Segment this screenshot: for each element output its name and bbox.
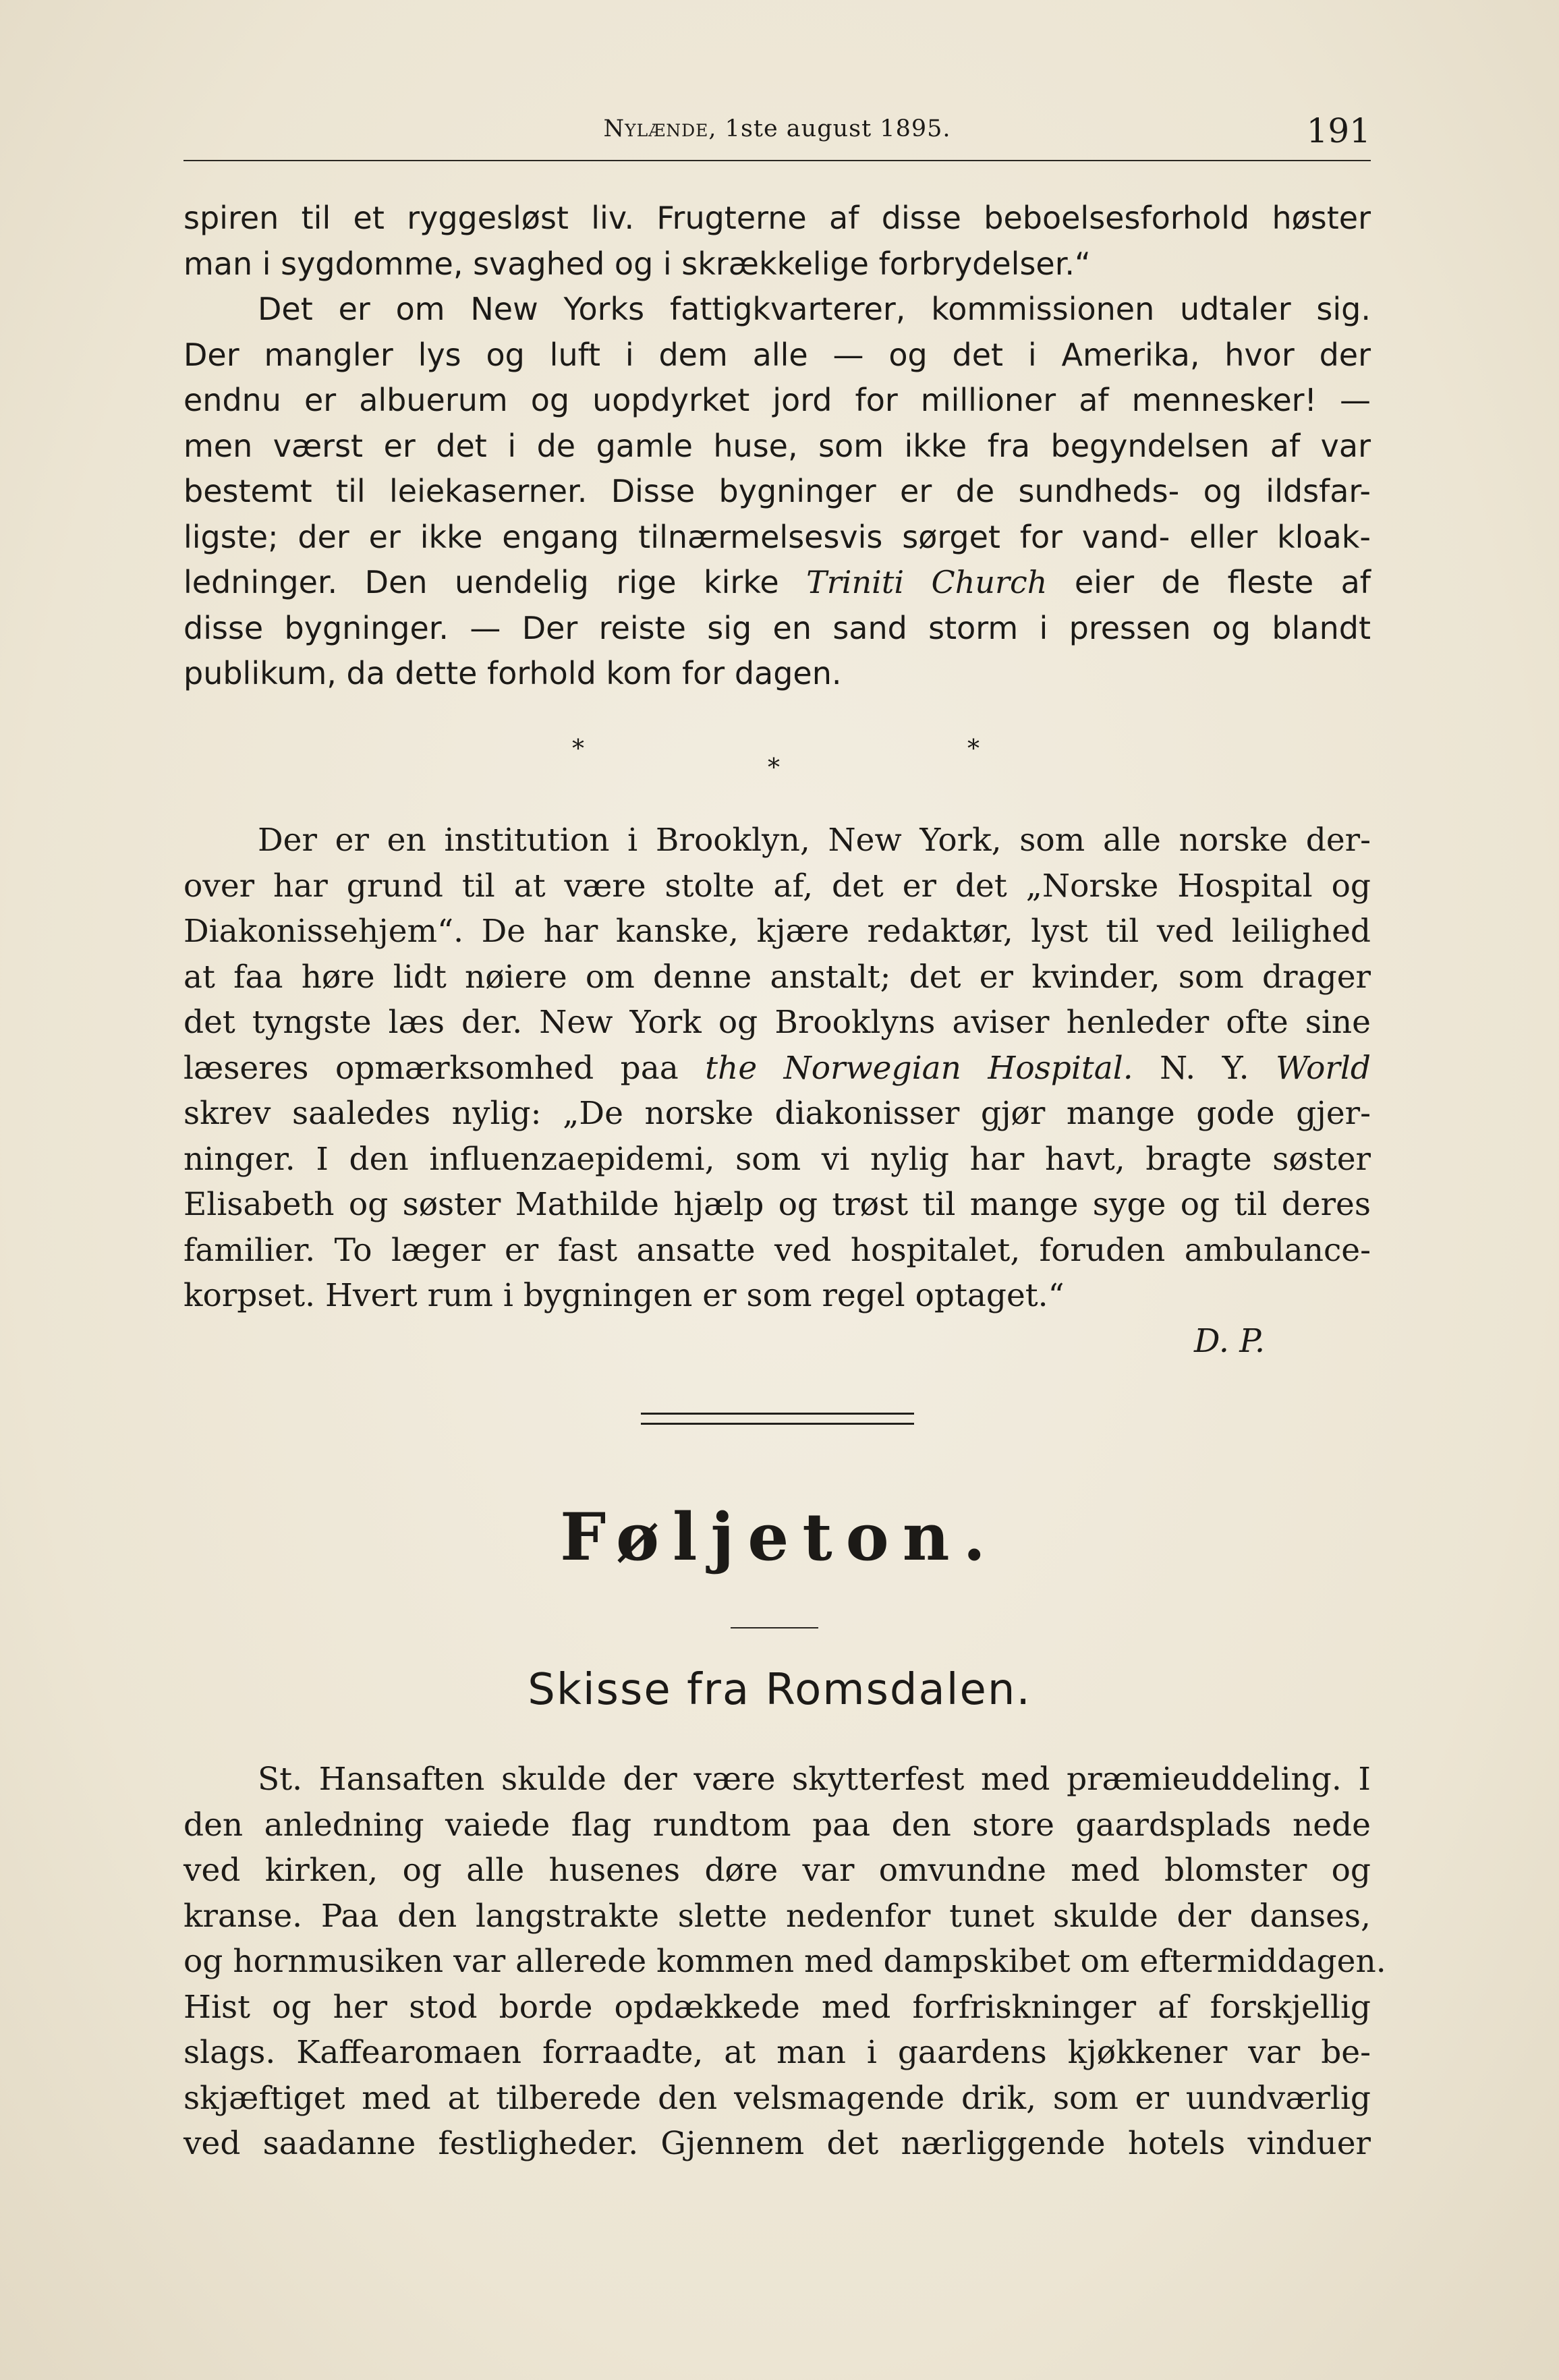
paragraph-hospital	[183, 818, 1371, 1319]
text-line: slags. Kaffearomaen forraadte, at man i gaardens kjøkkener var be-	[183, 2034, 1371, 2071]
text-line: St. Hansaften skulde der være skytterfest med præmieuddeling. I	[258, 1761, 1371, 1798]
text-line: over har grund til at være stolte af, det er det „Norske Hospital og	[183, 867, 1371, 905]
text-line: og hornmusiken var allerede kommen med dampskibet om eftermiddagen.	[183, 1943, 1386, 1980]
text-line: ninger. I den influenzaepidemi, som vi nylig har havt, bragte søster	[183, 1140, 1371, 1178]
asterisk: *	[768, 754, 780, 782]
text-line: skrev saaledes nylig: „De norske diakonisser gjør mange gode gjer-	[183, 1095, 1371, 1132]
running-header	[183, 111, 1371, 161]
text-line: Diakonissehjem“. De har kanske, kjære redaktør, lyst til ved leilighed	[183, 913, 1371, 950]
paragraph-story	[183, 1757, 1386, 2167]
text-line-church	[183, 560, 1371, 606]
author-signature: D. P.	[1194, 1322, 1266, 1360]
text-line-hospital	[183, 1046, 1371, 1092]
text-line: endnu er albuerum og uopdyrket jord for millioner af mennesker! —	[183, 382, 1371, 418]
text-line: Der er en institution i Brooklyn, New York, som alle norske der-	[258, 822, 1371, 859]
text-line: korpset. Hvert rum i bygningen er som regel optaget.“	[183, 1277, 1065, 1314]
issue-date: 1ste august 1895.	[725, 115, 951, 142]
asterisk: *	[967, 735, 980, 763]
header-rule	[183, 160, 1371, 161]
newspaper-name: World	[1275, 1049, 1371, 1087]
text-line: skjæftiget med at tilberede den velsmagende drik, som er uundværlig	[183, 2079, 1371, 2117]
text-line: bestemt til leiekaserner. Disse bygninger er de sundheds- og ildsfar-	[183, 473, 1371, 509]
text-line: men værst er det i de gamle huse, som ikke fra begyndelsen af var	[183, 427, 1371, 464]
church-name: Triniti Church	[806, 564, 1048, 600]
text-fragment: ledninger. Den uendelig rige kirke	[183, 564, 807, 600]
short-rule	[731, 1627, 818, 1628]
text-line: det tyngste læs der. New York og Brooklyns aviser henleder ofte sine	[183, 1004, 1371, 1041]
text-line: ved kirken, og alle husenes døre var omvundne med blomster og	[183, 1852, 1371, 1889]
text-line: kranse. Paa den langstrakte slette nedenfor tunet skulde der danses,	[183, 1897, 1371, 1935]
text-line: publikum, da dette forhold kom for dagen.	[183, 655, 842, 691]
text-fragment: læseres opmærksomhed paa	[183, 1049, 706, 1087]
story-title: Skisse fra Romsdalen.	[528, 1665, 1031, 1715]
hospital-name: the Norwegian Hospital.	[705, 1049, 1133, 1087]
text-line: disse bygninger. — Der reiste sig en sand storm i pressen og blandt	[183, 609, 1371, 646]
text-line: Hist og her stod borde opdækkede med forfriskninger af forskjellig	[183, 1988, 1371, 2026]
text-line: den anledning vaiede flag rundtom paa den store gaardsplads nede	[183, 1806, 1371, 1844]
section-heading: Føljeton.	[560, 1499, 999, 1575]
double-rule-divider	[641, 1413, 914, 1425]
text-line: Det er om New Yorks fattigkvarterer, kommissionen udtaler sig.	[258, 291, 1371, 327]
asterisk: *	[572, 735, 584, 763]
text-line: spiren til et ryggesløst liv. Frugterne af disse beboelsesforhold høster	[183, 200, 1371, 236]
text-line: ligste; der er ikke engang tilnærmelsesvis sørget for vand- eller kloak-	[183, 518, 1371, 555]
header-journal-date	[183, 115, 1371, 142]
text-line: familier. To læger er fast ansatte ved hospitalet, foruden ambulance-	[183, 1231, 1371, 1269]
text-line: man i sygdomme, svaghed og i skrækkelige forbrydelser.“	[183, 245, 1091, 282]
text-fragment: eier de fleste af	[1047, 564, 1371, 600]
text-line: Elisabeth og søster Mathilde hjælp og trøst til mange syge og til deres	[183, 1186, 1371, 1223]
journal-name: Nylænde,	[603, 115, 717, 142]
text-line: ved saadanne festligheder. Gjennem det nærliggende hotels vinduer	[183, 2125, 1371, 2162]
section-separator	[183, 735, 1371, 789]
paragraph-tenement	[183, 196, 1371, 697]
page-number: 191	[1306, 111, 1371, 150]
text-line: Der mangler lys og luft i dem alle — og det i Amerika, hvor der	[183, 336, 1371, 373]
text-fragment: N. Y.	[1133, 1049, 1276, 1087]
text-line: at faa høre lidt nøiere om denne anstalt; det er kvinder, som drager	[183, 958, 1371, 996]
